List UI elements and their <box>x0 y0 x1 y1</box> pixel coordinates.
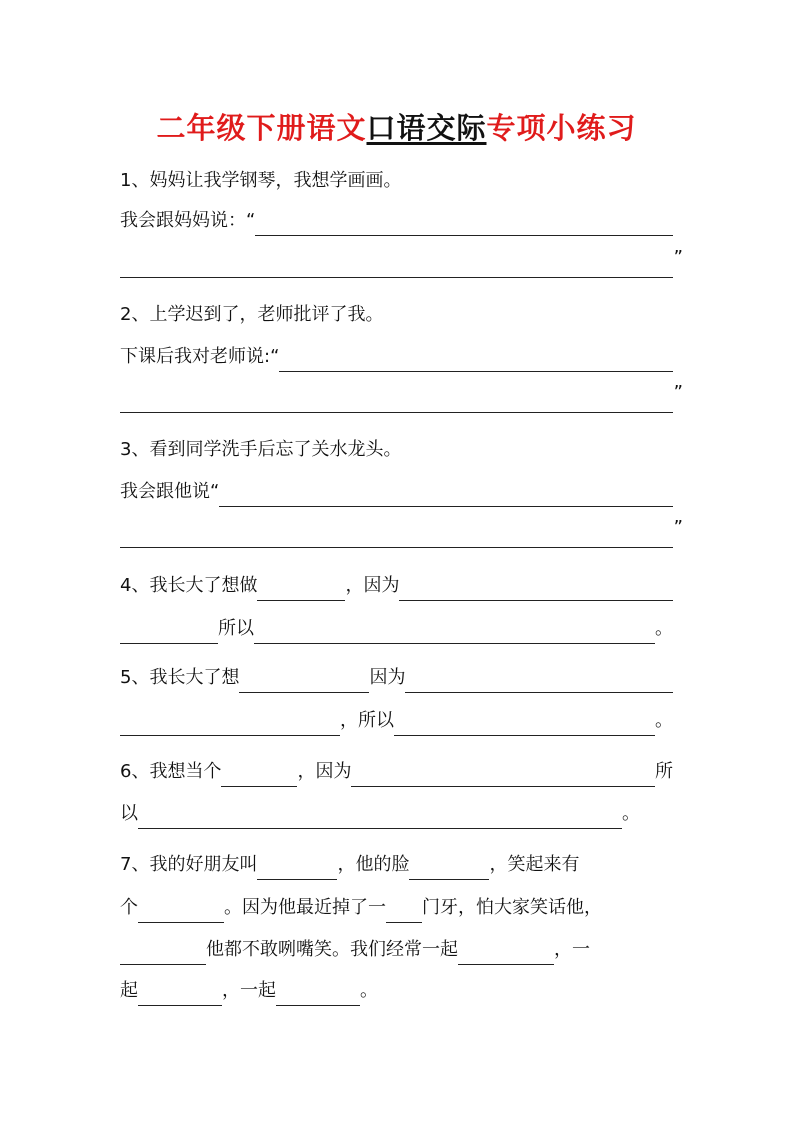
q7-blank-4[interactable] <box>386 900 422 923</box>
q3-answer-line-2 <box>120 518 673 548</box>
q7-text-i: 起 <box>120 980 138 1001</box>
q5-line-1 <box>120 663 673 693</box>
q3-lead: 我会跟他说“ <box>120 481 220 502</box>
q1-blank-2[interactable] <box>120 255 673 278</box>
q6-text-d: 以 <box>120 803 138 824</box>
q5-text-b: 因为 <box>369 667 406 688</box>
q4-blank-4[interactable] <box>254 621 655 644</box>
q6-text-c: 所 <box>655 761 673 782</box>
q6-end: 。 <box>622 803 640 824</box>
q7-line-1 <box>120 850 673 880</box>
q5-blank-4[interactable] <box>394 713 655 736</box>
q4-text-b: ，因为 <box>345 575 400 596</box>
q1-close-quote: ” <box>673 247 683 268</box>
q6-blank-3[interactable] <box>138 806 622 829</box>
q7-line-3 <box>120 935 673 965</box>
q7-line-2 <box>120 893 673 923</box>
q7-blank-6[interactable] <box>458 942 554 965</box>
q2-answer-line-1 <box>120 342 673 372</box>
q3-close-quote: ” <box>673 517 683 538</box>
q2-blank-2[interactable] <box>120 390 673 413</box>
q7-line-4 <box>120 976 673 1006</box>
q7-text-h: ，一 <box>554 939 590 960</box>
q3-blank-1[interactable] <box>219 484 673 507</box>
q7-blank-2[interactable] <box>409 857 489 880</box>
q1-answer-line-2 <box>120 248 673 278</box>
q7-text-g: 他都不敢咧嘴笑。我们经常一起 <box>206 939 458 960</box>
q7-text-e: 。因为他最近掉了一 <box>224 897 386 918</box>
q5-blank-1[interactable] <box>239 670 369 693</box>
q4-end: 。 <box>655 618 673 639</box>
q4-text-a: 4、我长大了想做 <box>120 575 258 596</box>
title-part-3: 专项小练习 <box>486 111 637 145</box>
page-title <box>0 108 793 148</box>
q7-end: 。 <box>360 980 378 1001</box>
q7-text-d: 个 <box>120 897 138 918</box>
q6-line-2 <box>120 799 673 829</box>
q5-text-a: 5、我长大了想 <box>120 667 240 688</box>
q4-line-1 <box>120 571 673 601</box>
q7-text-b: ，他的脸 <box>337 854 410 875</box>
q4-blank-1[interactable] <box>257 578 345 601</box>
q7-blank-8[interactable] <box>276 983 360 1006</box>
q2-answer-line-2 <box>120 383 673 413</box>
q7-text-j: ，一起 <box>222 980 276 1001</box>
q7-text-f: 门牙，怕大家笑话他， <box>422 897 602 918</box>
q7-blank-7[interactable] <box>138 983 222 1006</box>
q3-answer-line-1 <box>120 477 673 507</box>
q5-text-c: ，所以 <box>340 710 394 731</box>
q6-line-1 <box>120 757 673 787</box>
q3-prompt: 3、看到同学洗手后忘了关水龙头。 <box>120 439 402 460</box>
q5-blank-3[interactable] <box>120 713 340 736</box>
q5-line-2 <box>120 706 673 736</box>
title-part-2: 口语交际 <box>366 111 487 145</box>
q6-text-b: ，因为 <box>297 761 352 782</box>
q4-line-2 <box>120 614 673 644</box>
q7-text-c: ，笑起来有 <box>489 854 580 875</box>
q2-close-quote: ” <box>673 382 683 403</box>
q6-text-a: 6、我想当个 <box>120 761 222 782</box>
q4-blank-3[interactable] <box>120 621 218 644</box>
q1-answer-line-1 <box>120 206 673 236</box>
q1-prompt: 1、妈妈让我学钢琴，我想学画画。 <box>120 170 402 191</box>
q2-lead: 下课后我对老师说:“ <box>120 346 280 367</box>
q4-text-c: 所以 <box>218 618 254 639</box>
q7-blank-5[interactable] <box>120 942 206 965</box>
q7-text-a: 7、我的好朋友叫 <box>120 854 258 875</box>
q7-blank-3[interactable] <box>138 900 224 923</box>
q5-end: 。 <box>655 710 673 731</box>
q6-blank-1[interactable] <box>221 764 297 787</box>
q2-blank-1[interactable] <box>279 349 673 372</box>
q1-prompt-line <box>120 166 673 196</box>
q2-prompt-line <box>120 300 673 330</box>
q1-blank-1[interactable] <box>255 213 673 236</box>
q3-prompt-line <box>120 435 673 465</box>
q5-blank-2[interactable] <box>405 670 673 693</box>
q1-lead: 我会跟妈妈说：“ <box>120 210 256 231</box>
q4-blank-2[interactable] <box>399 578 673 601</box>
q6-blank-2[interactable] <box>351 764 655 787</box>
q7-blank-1[interactable] <box>257 857 337 880</box>
q2-prompt: 2、上学迟到了，老师批评了我。 <box>120 304 384 325</box>
title-part-1: 二年级下册语文 <box>156 111 367 145</box>
q3-blank-2[interactable] <box>120 525 673 548</box>
